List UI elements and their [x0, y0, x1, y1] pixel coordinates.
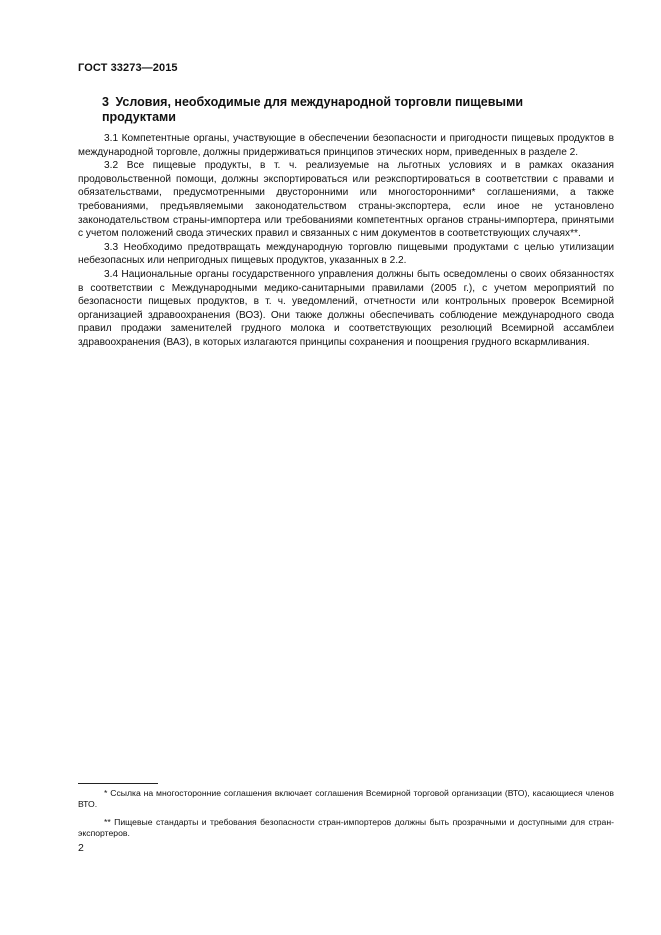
footnote-1: * Ссылка на многосторонние соглашения включает соглашения Всемирной торговой организации (ВТО), касающиеся членов ВТО.: [78, 788, 614, 810]
document-code: ГОСТ 33273—2015: [78, 62, 178, 74]
section-heading: [102, 95, 582, 125]
footnotes: [78, 788, 614, 846]
paragraph-3-3: 3.3 Необходимо предотвращать международную торговлю пищевыми продуктами с целью утилизации небезопасных или непригодных пищевых продуктов, указанных в 2.2.: [78, 241, 614, 267]
section-number: 3: [102, 95, 109, 109]
footnote-separator: [78, 783, 158, 784]
paragraph-3-2: 3.2 Все пищевые продукты, в т. ч. реализуемые на льготных условиях и в рамках оказания продовольственной помощи, должны экспортироваться или реэкспортироваться в соответствии с правами и обязательствами, предусмотренными двусторонними или многосторонними* соглашениями, а также требованиями, предъявляемыми законодательством страны-экспортера, если иное не установлено законодательством страны-импортера или требованиями компетентных органов страны-импортера, принятыми с учетом положений свода этических правил и связанных с ним документов в соответствующих случаях**.: [78, 160, 614, 240]
footnote-2: ** Пищевые стандарты и требования безопасности стран-импортеров должны быть прозрачными и доступными для стран-экспортеров.: [78, 816, 614, 839]
paragraph-3-1: 3.1 Компетентные органы, участвующие в обеспечении безопасности и пригодности пищевых продуктов в международной торговле, должны придерживаться принципов этических норм, приведенных в разделе 2.: [78, 133, 614, 158]
section-title-text: Условия, необходимые для международной торговли пищевыми продуктами: [102, 95, 524, 124]
section-body: [78, 132, 614, 350]
paragraph-3-4: 3.4 Национальные органы государственного управления должны быть осведомлены о своих обязанностях в соответствии с Международными медико-санитарными правилами (2005 г.), с учетом мероприятий по безопасности пищевых продуктов, в т. ч. уведомлений, отчетности или контрольных проверок Всемирной организацией здравоохранения (ВОЗ). Они также должны обеспечивать соблюдение международного свода правил продажи заменителей грудного молока и соответствующих резолюций Всемирной ассамблеи здравоохранения (ВАЗ), в которых излагаются принципы сохранения и поощрения грудного вскармливания.: [78, 268, 614, 348]
page-number: 2: [78, 842, 84, 854]
